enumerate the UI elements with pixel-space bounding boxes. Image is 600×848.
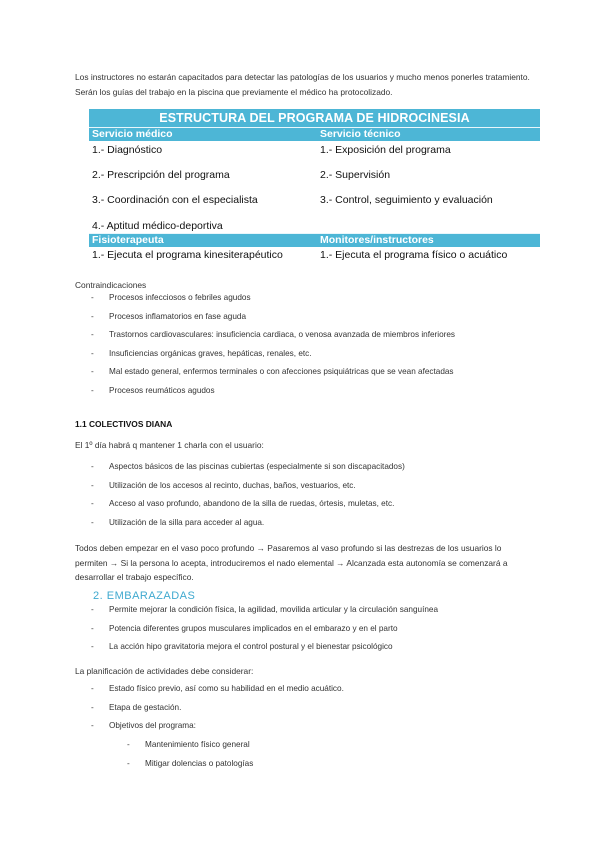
colectivos-paragraph: Todos deben empezar en el vaso poco profundo → Pasaremos al vaso profundo si las destrezas de los usuarios lo permiten → Si la persona lo acepta, introduciremos el nado elemental → Alcanzada esta autonomía se comenzará a desarrollar el trabajo específico. <box>75 543 508 582</box>
heading-embarazadas: 2. EMBARAZADAS <box>93 590 196 602</box>
list-item: - Insuficiencias orgánicas graves, hepáticas, renales, etc. <box>75 345 545 364</box>
list-item: - Aspectos básicos de las piscinas cubiertas (especialmente si son discapacitados) <box>75 458 545 477</box>
technical-item: 1.- Exposición del programa <box>320 144 451 156</box>
planning-lead: La planificación de actividades debe considerar: <box>75 666 254 676</box>
header-technical: Servicio técnico <box>320 128 401 140</box>
contraindications-label: Contraindicaciones <box>75 280 147 290</box>
planning-list <box>75 680 545 736</box>
table-title: ESTRUCTURA DEL PROGRAMA DE HIDROCINESIA <box>89 109 540 127</box>
table-row <box>89 191 540 216</box>
intro-paragraph: Los instructores no estarán capacitados para detectar las patologías de los usuarios y mucho menos ponerles tratamiento. Serán los guías del trabajo en la piscina que previamente el médico ha protocolizado. <box>75 72 530 97</box>
table-row <box>89 166 540 191</box>
table-header-1 <box>89 127 540 141</box>
list-item: - Estado físico previo, así como su habilidad en el medio acuático. <box>75 680 545 699</box>
medical-item: 2.- Prescripción del programa <box>92 169 230 181</box>
list-item: - Objetivos del programa: <box>75 717 545 736</box>
list-item: - Acceso al vaso profundo, abandono de la silla de ruedas, órtesis, muletas, etc. <box>75 495 545 514</box>
list-item: - Etapa de gestación. <box>75 699 545 718</box>
list-item: - Procesos infecciosos o febriles agudos <box>75 289 545 308</box>
table-row <box>89 247 540 263</box>
list-item: - Mitigar dolencias o patologías <box>75 755 545 774</box>
instructor-item: 1.- Ejecuta el programa físico o acuático <box>320 249 508 261</box>
list-item: - Mal estado general, enfermos terminales o con afecciones psiquiátricas que se vean afectadas <box>75 363 545 382</box>
table-row <box>89 219 540 233</box>
medical-item: 3.- Coordinación con el especialista <box>92 194 258 206</box>
list-item: - Utilización de la silla para acceder al agua. <box>75 514 545 533</box>
list-item: - Trastornos cardiovasculares: insuficiencia cardiaca, o venosa avanzada de miembros inferiores <box>75 326 545 345</box>
table-header-2 <box>89 233 540 247</box>
list-item: - Procesos reumáticos agudos <box>75 382 545 401</box>
medical-item: 4.- Aptitud médico-deportiva <box>92 220 223 232</box>
list-item: - Permite mejorar la condición física, la agilidad, movilida articular y la circulación sanguínea <box>75 601 545 620</box>
list-item: - La acción hipo gravitatoria mejora el control postural y el bienestar psicológico <box>75 638 545 657</box>
list-item: - Potencia diferentes grupos musculares implicados en el embarazo y en el parto <box>75 620 545 639</box>
header-physio: Fisioterapeuta <box>92 234 164 246</box>
technical-item: 2.- Supervisión <box>320 169 391 181</box>
header-instructors: Monitores/instructores <box>320 234 434 246</box>
contraindications-list <box>75 289 545 400</box>
colectivos-lead: El 1º día habrá q mantener 1 charla con el usuario: <box>75 440 264 450</box>
technical-item <box>317 219 540 233</box>
medical-item: 1.- Diagnóstico <box>92 144 163 156</box>
colectivos-list <box>75 458 545 532</box>
list-item: - Utilización de los accesos al recinto, duchas, baños, vestuarios, etc. <box>75 477 545 496</box>
heading-colectivos: 1.1 COLECTIVOS DIANA <box>75 419 173 429</box>
embarazadas-list <box>75 601 545 657</box>
list-item: - Mantenimiento físico general <box>75 736 545 755</box>
table-row <box>89 141 540 166</box>
technical-item: 3.- Control, seguimiento y evaluación <box>320 194 493 206</box>
header-medical: Servicio médico <box>92 128 173 140</box>
program-table <box>89 109 540 263</box>
objectives-list <box>75 736 545 773</box>
list-item: - Procesos inflamatorios en fase aguda <box>75 308 545 327</box>
intro-block <box>75 70 530 100</box>
physio-item: 1.- Ejecuta el programa kinesiterapéutico <box>92 249 283 261</box>
